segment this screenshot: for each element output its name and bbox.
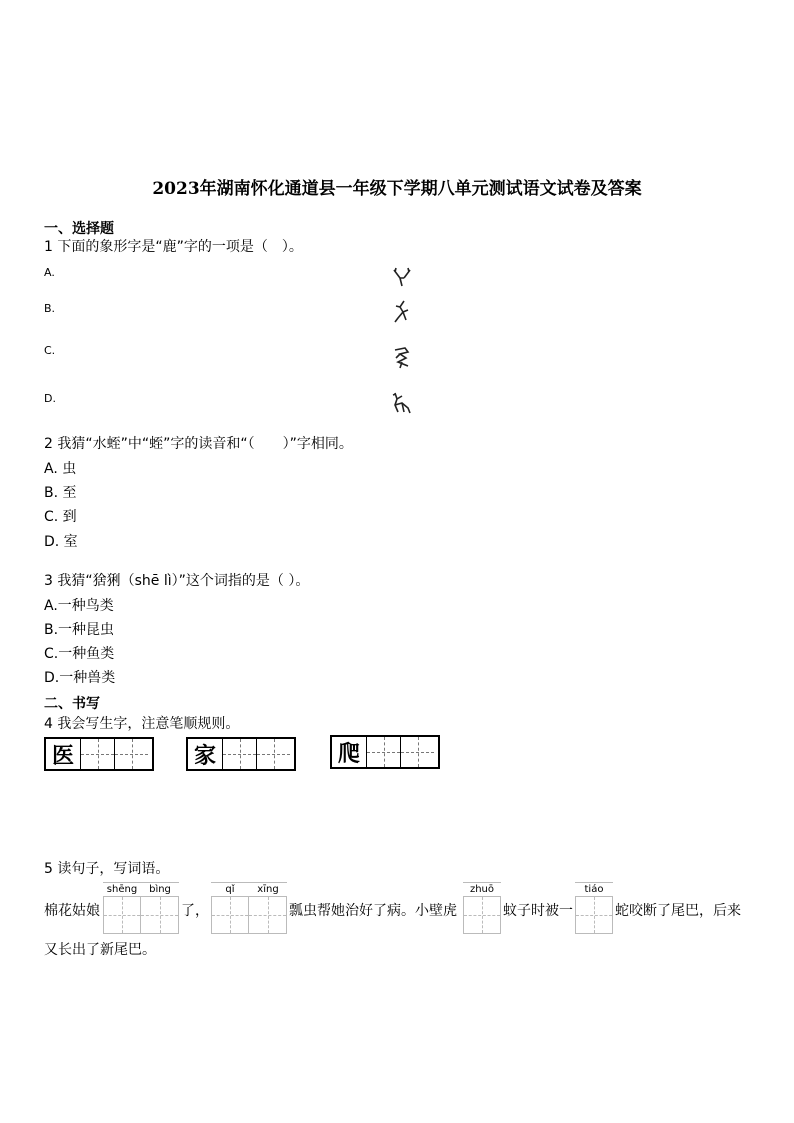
q5-text-line2: 又长出了新尾巴。 (44, 942, 156, 958)
q5-text-2: 了， (181, 903, 209, 919)
sample-char: 家 (193, 742, 216, 769)
writing-grid-2 (186, 737, 296, 771)
sample-char: 医 (51, 742, 74, 769)
answer-cell[interactable] (141, 896, 179, 934)
q5-text-3: 瓢虫帮她治好了病。小壁虎 (289, 903, 457, 919)
deer-antler-pictograph-icon (390, 264, 414, 290)
writing-cell[interactable] (256, 739, 290, 769)
answer-cell[interactable] (463, 896, 501, 934)
animal-pictograph-icon (390, 344, 414, 370)
writing-cell[interactable] (222, 739, 256, 769)
writing-cell[interactable] (400, 737, 434, 767)
q2-option-a[interactable]: A. 虫 (44, 461, 77, 477)
q2-option-d[interactable]: D. 室 (44, 534, 78, 550)
writing-cell-sample (332, 737, 366, 767)
q1-option-c[interactable]: C. (44, 344, 56, 357)
running-figure-pictograph-icon (390, 298, 414, 324)
q4-stem: 4 我会写生字，注意笔顺规则。 (44, 716, 240, 732)
section-choice-heading: 一、选择题 (44, 221, 114, 237)
q5-text-1: 棉花姑娘 (44, 903, 100, 919)
q5-text-5: 蛇咬断了尾巴，后来 (615, 903, 741, 919)
pinyin-box-shengbing (103, 882, 179, 934)
pinyin-box-qixing (211, 882, 287, 934)
q1-stem: 1 下面的象形字是“鹿”字的一项是（ ）。 (44, 239, 303, 255)
pinyin-label: tiáo (575, 882, 613, 896)
writing-grid-1 (44, 737, 154, 771)
q1-option-d[interactable]: D. (44, 392, 56, 405)
pinyin-label: xīng (249, 882, 287, 896)
pinyin-box-zhuo (463, 882, 501, 934)
q1-option-b[interactable]: B. (44, 302, 56, 315)
q3-option-b[interactable]: B.一种昆虫 (44, 622, 115, 638)
pinyin-box-tiao (575, 882, 613, 934)
q2-stem: 2 我猜“水蛭”中“蛭”字的读音和“（ ）”字相同。 (44, 436, 353, 452)
q5-stem: 5 读句子，写词语。 (44, 861, 170, 877)
pinyin-label: zhuō (463, 882, 501, 896)
q3-option-c[interactable]: C.一种鱼类 (44, 646, 115, 662)
pinyin-label: bìng (141, 882, 179, 896)
deer-pictograph-icon (390, 390, 414, 416)
q3-option-d[interactable]: D.一种兽类 (44, 670, 116, 686)
writing-grid-3 (330, 735, 440, 769)
q2-option-b[interactable]: B. 至 (44, 485, 77, 501)
writing-cell[interactable] (80, 739, 114, 769)
q3-option-a[interactable]: A.一种鸟类 (44, 598, 114, 614)
pinyin-label: shēng (103, 882, 141, 896)
answer-cell[interactable] (249, 896, 287, 934)
writing-cell[interactable] (366, 737, 400, 767)
answer-cell[interactable] (211, 896, 249, 934)
page-title: 2023年湖南怀化通道县一年级下学期八单元测试语文试卷及答案 (152, 179, 642, 199)
answer-cell[interactable] (103, 896, 141, 934)
writing-cell-sample (188, 739, 222, 769)
q5-text-4: 蚊子时被一 (503, 903, 573, 919)
section-writing-heading: 二、书写 (44, 696, 100, 712)
answer-cell[interactable] (575, 896, 613, 934)
writing-cell[interactable] (114, 739, 148, 769)
writing-cell-sample (46, 739, 80, 769)
sample-char: 爬 (337, 740, 360, 767)
q3-stem: 3 我猜“猞猁（shē lì）”这个词指的是（ ）。 (44, 573, 310, 589)
pinyin-label: qǐ (211, 882, 249, 896)
q1-option-a[interactable]: A. (44, 266, 55, 279)
q2-option-c[interactable]: C. 到 (44, 509, 77, 525)
